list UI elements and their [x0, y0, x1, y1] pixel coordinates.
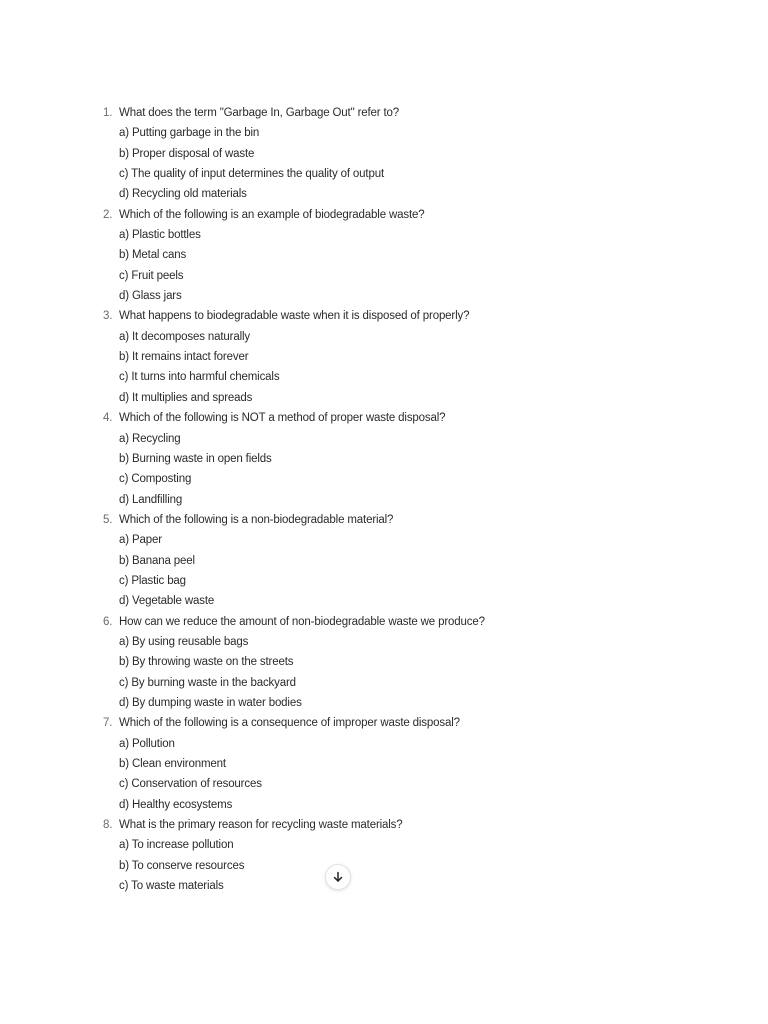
question-text	[0, 205, 768, 225]
answer-option: b) To conserve resources	[119, 859, 245, 872]
answer-option: c) Fruit peels	[119, 269, 184, 282]
question-label: What is the primary reason for recycling waste materials?	[119, 819, 403, 832]
answer-option: b) It remains intact forever	[119, 351, 249, 364]
answer-option: a) Paper	[119, 534, 162, 547]
answer-option: a) Putting garbage in the bin	[119, 127, 260, 140]
answer-option: a) To increase pollution	[119, 839, 234, 852]
question-2	[0, 205, 768, 307]
answer-option: c) The quality of input determines the quality of output	[119, 168, 384, 181]
answer-option: c) By burning waste in the backyard	[119, 676, 296, 689]
answer-option: c) To waste materials	[119, 880, 224, 893]
answer-option: b) Metal cans	[119, 249, 187, 262]
answer-option: d) It multiplies and spreads	[119, 391, 253, 404]
quiz-list	[0, 103, 768, 896]
answer-option: d) By dumping waste in water bodies	[119, 696, 302, 709]
answer-option: d) Vegetable waste	[119, 595, 215, 608]
answer-option: b) Proper disposal of waste	[119, 147, 255, 160]
answer-option: c) Plastic bag	[119, 574, 186, 587]
question-number: 1.	[103, 107, 113, 119]
question-label: Which of the following is an example of biodegradable waste?	[119, 208, 425, 221]
scroll-to-bottom-button[interactable]	[325, 864, 351, 890]
answer-option: d) Healthy ecosystems	[119, 798, 233, 811]
answer-option: c) Composting	[119, 473, 192, 486]
answer-option: d) Recycling old materials	[119, 188, 247, 201]
question-label: How can we reduce the amount of non-biodegradable waste we produce?	[119, 615, 485, 628]
answer-option: b) Banana peel	[119, 554, 195, 567]
question-label: Which of the following is NOT a method of proper waste disposal?	[119, 412, 446, 425]
arrow-down-icon	[332, 871, 344, 883]
question-5	[0, 510, 768, 612]
answer-option: d) Landfilling	[119, 493, 183, 506]
answer-option: a) Pollution	[119, 737, 175, 750]
answer-option: b) By throwing waste on the streets	[119, 656, 294, 669]
answer-option: c) It turns into harmful chemicals	[119, 371, 280, 384]
question-1	[0, 103, 768, 205]
question-text	[0, 713, 768, 733]
question-text	[0, 306, 768, 326]
answer-option: a) Plastic bottles	[119, 229, 201, 242]
question-label: Which of the following is a non-biodegradable material?	[119, 513, 394, 526]
question-text	[0, 815, 768, 835]
question-number: 7.	[103, 717, 113, 730]
question-number: 2.	[103, 208, 113, 221]
answer-option: b) Burning waste in open fields	[119, 452, 272, 465]
question-text	[0, 408, 768, 428]
question-6	[0, 612, 768, 714]
question-text	[0, 103, 768, 123]
question-label: What does the term "Garbage In, Garbage Out" refer to?	[119, 107, 400, 119]
answer-option: a) Recycling	[119, 432, 181, 445]
question-8	[0, 815, 768, 896]
question-number: 6.	[103, 615, 113, 628]
answer-option: c) Conservation of resources	[119, 778, 262, 791]
answer-option: d) Glass jars	[119, 290, 182, 303]
question-number: 3.	[103, 310, 113, 323]
answer-option: b) Clean environment	[119, 758, 226, 770]
question-3	[0, 306, 768, 408]
answer-option: a) It decomposes naturally	[119, 330, 250, 343]
question-7	[0, 713, 768, 815]
question-text	[0, 510, 768, 530]
question-4	[0, 408, 768, 510]
question-number: 8.	[103, 819, 113, 832]
question-number: 4.	[103, 412, 113, 425]
question-text	[0, 612, 768, 632]
question-label: Which of the following is a consequence of improper waste disposal?	[119, 717, 460, 730]
question-label: What happens to biodegradable waste when it is disposed of properly?	[119, 310, 470, 323]
question-number: 5.	[103, 513, 113, 526]
answer-option: a) By using reusable bags	[119, 635, 249, 648]
